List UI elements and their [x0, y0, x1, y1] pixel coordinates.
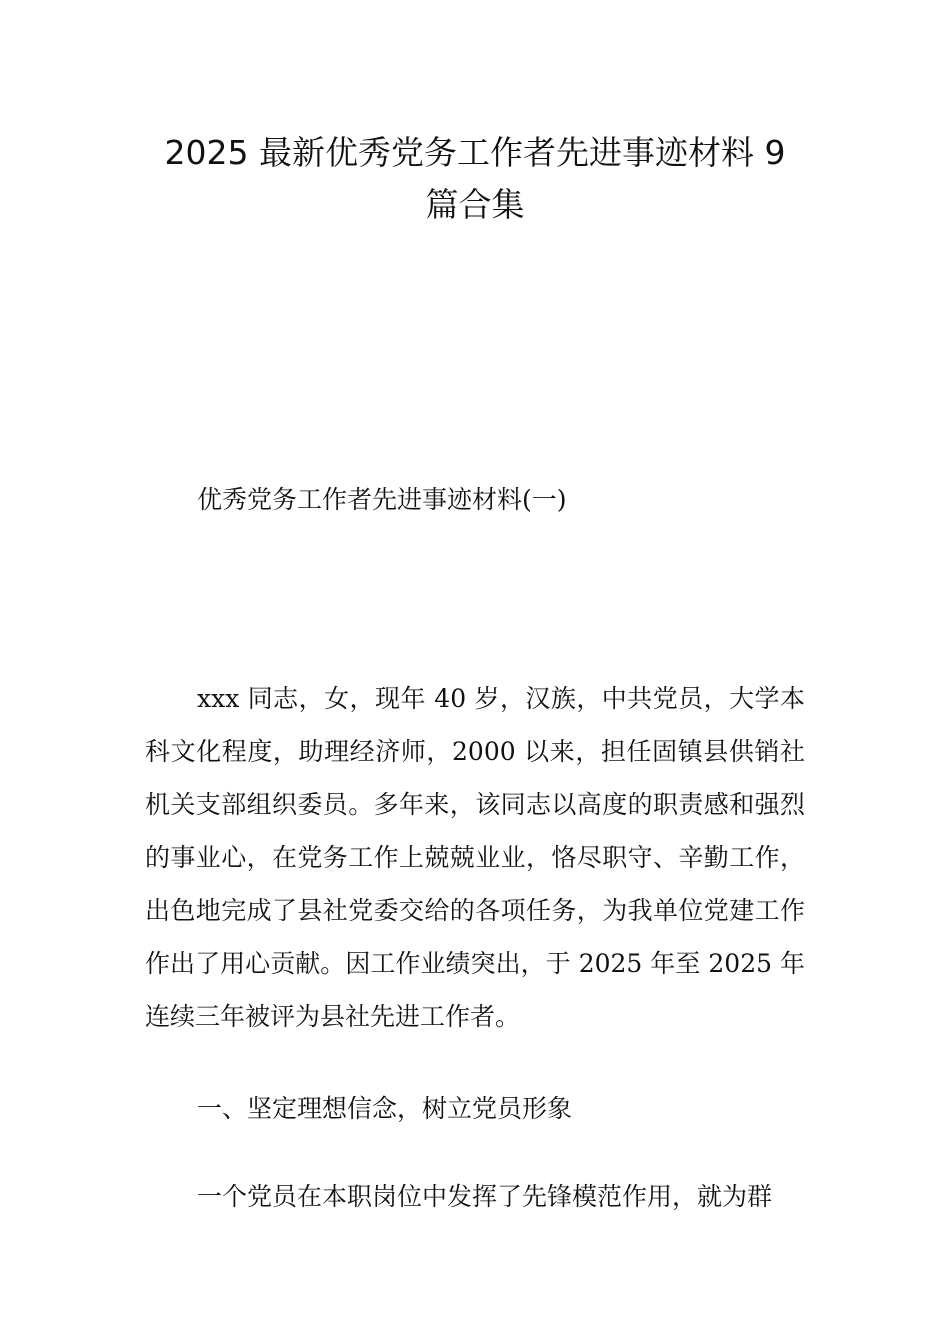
document-title-line-1: 2025 最新优秀党务工作者先进事迹材料 9	[164, 133, 786, 172]
body-paragraph: xxx 同志，女，现年 40 岁，汉族，中共党员，大学本科文化程度，助理经济师，2000 以来，担任固镇县供销社机关支部组织委员。多年来，该同志以高度的职责感和强烈的事业心，在党务工作上兢兢业业，恪尽职守、辛勤工作，出色地完成了县社党委交给的各项任务，为我单位党建工作作出了用心贡献。因工作业绩突出，于 2025 年至 2025 年连续三年被评为县社先进工作者。	[145, 684, 805, 1031]
body-paragraph-partial: 一个党员在本职岗位中发挥了先锋模范作用，就为群	[197, 1182, 773, 1211]
section-subtitle: 优秀党务工作者先进事迹材料(一)	[197, 485, 567, 514]
section-heading: 一、坚定理想信念，树立党员形象	[197, 1094, 573, 1123]
document-title-line-2: 篇合集	[425, 185, 525, 224]
document-title	[145, 127, 805, 231]
